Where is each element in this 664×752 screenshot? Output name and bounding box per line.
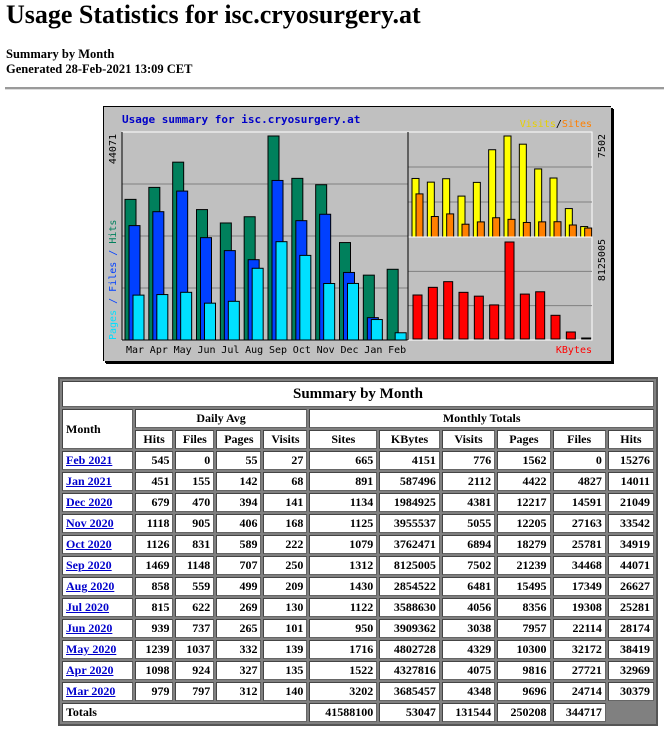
pages-bar — [348, 283, 359, 340]
month-link[interactable]: Apr 2020 — [66, 663, 114, 677]
value-cell-sites: 1079 — [309, 535, 377, 554]
value-cell-hits: 26627 — [608, 577, 654, 596]
month-tick-label: Aug — [245, 345, 264, 356]
table-row — [62, 598, 654, 617]
value-cell-kbytes: 4327816 — [379, 661, 440, 680]
value-cell-visits: 140 — [263, 682, 307, 701]
sites-bar — [493, 218, 500, 237]
value-cell-kbytes: 1984925 — [379, 493, 440, 512]
table-row — [62, 556, 654, 575]
value-cell-visits: 168 — [263, 514, 307, 533]
value-cell-hits: 15276 — [608, 451, 654, 470]
value-cell-visits: 209 — [263, 577, 307, 596]
value-cell-pages: 327 — [216, 661, 261, 680]
kbytes-bar — [520, 294, 529, 339]
value-cell-files: 155 — [175, 472, 214, 491]
value-cell-files: 17349 — [553, 577, 606, 596]
kbytes-label: KBytes — [555, 345, 592, 356]
table-row — [62, 640, 654, 659]
sites-bar — [447, 214, 454, 237]
value-cell-sites: 665 — [309, 451, 377, 470]
pages-bar — [276, 242, 287, 340]
column-header-files: Files — [175, 430, 214, 449]
value-cell-sites: 1122 — [309, 598, 377, 617]
value-cell-pages: 265 — [216, 619, 261, 638]
pages-bar — [228, 301, 239, 340]
value-cell-hits: 545 — [135, 451, 174, 470]
value-cell-files: 831 — [175, 535, 214, 554]
value-cell-pages: 12217 — [497, 493, 550, 512]
pages-bar — [324, 284, 335, 340]
month-cell — [62, 661, 133, 680]
month-tick-label: Sep — [268, 345, 288, 356]
value-cell-visits: 250 — [263, 556, 307, 575]
month-cell — [62, 493, 133, 512]
daily-avg-header: Daily Avg — [135, 409, 308, 428]
value-cell-visits: 6894 — [442, 535, 495, 554]
kbytes-bar — [474, 296, 483, 339]
value-cell-files: 470 — [175, 493, 214, 512]
value-cell-kbytes: 8125005 — [379, 556, 440, 575]
value-cell-hits: 1469 — [135, 556, 174, 575]
value-cell-pages: 312 — [216, 682, 261, 701]
value-cell-visits: 4381 — [442, 493, 495, 512]
value-cell-files: 0 — [553, 451, 606, 470]
month-link[interactable]: Dec 2020 — [66, 495, 113, 509]
value-cell-files: 0 — [175, 451, 214, 470]
value-cell-sites: 1716 — [309, 640, 377, 659]
value-cell-hits: 1239 — [135, 640, 174, 659]
column-header-pages: Pages — [497, 430, 550, 449]
legend-pages: Pages — [108, 309, 119, 340]
value-cell-hits: 1098 — [135, 661, 174, 680]
value-cell-visits: 7502 — [442, 556, 495, 575]
value-cell-files: 737 — [175, 619, 214, 638]
month-link[interactable]: Aug 2020 — [66, 579, 115, 593]
horizontal-rule — [5, 87, 664, 90]
value-cell-pages: 4422 — [497, 472, 550, 491]
month-tick-label: Mar — [125, 345, 145, 356]
value-cell-hits: 21049 — [608, 493, 654, 512]
value-cell-hits: 1126 — [135, 535, 174, 554]
value-cell-pages: 55 — [216, 451, 261, 470]
value-cell-visits: 141 — [263, 493, 307, 512]
legend-sites: Sites — [561, 119, 592, 130]
page-title: Usage Statistics for isc.cryosurgery.at — [6, 0, 421, 29]
value-cell-kbytes: 3685457 — [379, 682, 440, 701]
kbytes-bar — [413, 295, 422, 339]
value-cell-files: 22114 — [553, 619, 606, 638]
month-link[interactable]: May 2020 — [66, 642, 117, 656]
table-row — [62, 493, 654, 512]
value-cell-visits: 68 — [263, 472, 307, 491]
visits-max-label: 7502 — [597, 134, 608, 159]
value-cell-files: 797 — [175, 682, 214, 701]
sites-bar — [523, 222, 530, 237]
monthly-totals-header: Monthly Totals — [309, 409, 654, 428]
month-cell — [62, 451, 133, 470]
left-axis-legend — [108, 220, 119, 340]
value-cell-files: 1148 — [175, 556, 214, 575]
month-tick-label: Nov — [316, 345, 335, 356]
value-cell-kbytes: 587496 — [379, 472, 440, 491]
value-cell-kbytes: 3909362 — [379, 619, 440, 638]
value-cell-files: 27163 — [553, 514, 606, 533]
month-cell — [62, 514, 133, 533]
value-cell-visits: 3038 — [442, 619, 495, 638]
chart-canvas — [104, 107, 611, 361]
value-cell-visits: 6481 — [442, 577, 495, 596]
sites-bar — [416, 194, 423, 237]
month-tick-label: Jan — [364, 345, 383, 356]
month-link[interactable]: Jul 2020 — [66, 600, 110, 614]
value-cell-pages: 394 — [216, 493, 261, 512]
month-link[interactable]: Feb 2021 — [66, 453, 113, 467]
value-cell-pages: 15495 — [497, 577, 550, 596]
value-cell-pages: 7957 — [497, 619, 550, 638]
value-cell-pages: 1562 — [497, 451, 550, 470]
table-row — [62, 514, 654, 533]
value-cell-pages: 18279 — [497, 535, 550, 554]
value-cell-files: 1037 — [175, 640, 214, 659]
visits-sites-legend — [520, 119, 592, 130]
value-cell-pages: 406 — [216, 514, 261, 533]
value-cell-visits: 2112 — [442, 472, 495, 491]
kbytes-bar — [582, 338, 591, 339]
column-header-visits: Visits — [442, 430, 495, 449]
value-cell-hits: 25281 — [608, 598, 654, 617]
legend-sep1: / — [108, 291, 119, 310]
left-max-label: 44071 — [108, 134, 119, 165]
sites-bar — [462, 224, 469, 237]
legend-hits: Hits — [108, 219, 119, 244]
value-cell-hits: 28174 — [608, 619, 654, 638]
value-cell-sites: 1522 — [309, 661, 377, 680]
pages-bar — [300, 255, 311, 340]
kbytes-bar — [444, 282, 453, 339]
month-tick-label: Jun — [197, 345, 216, 356]
value-cell-pages: 8356 — [497, 598, 550, 617]
value-cell-hits: 33542 — [608, 514, 654, 533]
month-link[interactable]: Jan 2021 — [66, 474, 112, 488]
column-header-sites: Sites — [309, 430, 377, 449]
value-cell-visits: 4056 — [442, 598, 495, 617]
value-cell-pages: 269 — [216, 598, 261, 617]
month-link[interactable]: Mar 2020 — [66, 684, 116, 698]
page-subtitle: Summary by Month — [6, 47, 115, 61]
value-cell-kbytes: 3762471 — [379, 535, 440, 554]
month-cell — [62, 598, 133, 617]
pages-bar — [133, 295, 144, 340]
value-cell-sites: 1430 — [309, 577, 377, 596]
legend-visits: Visits — [519, 119, 556, 130]
totals-value: 131544 — [442, 703, 495, 722]
value-cell-files: 34468 — [553, 556, 606, 575]
value-cell-sites: 891 — [309, 472, 377, 491]
month-header: Month — [62, 409, 133, 449]
value-cell-kbytes: 3588630 — [379, 598, 440, 617]
value-cell-visits: 139 — [263, 640, 307, 659]
legend-sep: / — [555, 119, 562, 130]
month-link[interactable]: Nov 2020 — [66, 516, 114, 530]
totals-value: 53047 — [379, 703, 440, 722]
value-cell-visits: 101 — [263, 619, 307, 638]
value-cell-files: 622 — [175, 598, 214, 617]
column-header-kbytes: KBytes — [379, 430, 440, 449]
table-row — [62, 577, 654, 596]
pages-bar — [205, 303, 216, 340]
value-cell-pages: 142 — [216, 472, 261, 491]
value-cell-files: 14591 — [553, 493, 606, 512]
chart-title: Usage summary for isc.cryosurgery.at — [122, 113, 361, 126]
pages-bar — [157, 295, 168, 340]
value-cell-files: 559 — [175, 577, 214, 596]
value-cell-visits: 27 — [263, 451, 307, 470]
value-cell-pages: 12205 — [497, 514, 550, 533]
value-cell-files: 27721 — [553, 661, 606, 680]
value-cell-files: 25781 — [553, 535, 606, 554]
value-cell-hits: 1118 — [135, 514, 174, 533]
month-tick-label: Dec — [340, 345, 359, 356]
value-cell-sites: 3202 — [309, 682, 377, 701]
value-cell-files: 4827 — [553, 472, 606, 491]
kbytes-bar — [490, 305, 499, 339]
value-cell-pages: 9696 — [497, 682, 550, 701]
totals-label: Totals — [62, 703, 307, 722]
table-row — [62, 619, 654, 638]
value-cell-pages: 9816 — [497, 661, 550, 680]
totals-value: 41588100 — [309, 703, 377, 722]
kbytes-bar — [505, 242, 514, 339]
value-cell-files: 32172 — [553, 640, 606, 659]
column-header-hits: Hits — [135, 430, 174, 449]
month-tick-label: May — [173, 345, 192, 356]
hits-bar — [387, 269, 398, 340]
month-link[interactable]: Oct 2020 — [66, 537, 112, 551]
month-cell — [62, 619, 133, 638]
column-header-pages: Pages — [216, 430, 261, 449]
month-tick-label: Apr — [149, 345, 168, 356]
value-cell-visits: 4075 — [442, 661, 495, 680]
summary-table — [58, 377, 658, 726]
value-cell-hits: 32969 — [608, 661, 654, 680]
usage-summary-chart — [103, 106, 611, 361]
value-cell-visits: 5055 — [442, 514, 495, 533]
value-cell-files: 19308 — [553, 598, 606, 617]
month-cell — [62, 577, 133, 596]
legend-sep2: / — [108, 243, 119, 262]
value-cell-files: 24714 — [553, 682, 606, 701]
value-cell-files: 924 — [175, 661, 214, 680]
value-cell-kbytes: 4802728 — [379, 640, 440, 659]
month-link[interactable]: Jun 2020 — [66, 621, 113, 635]
sites-bar — [431, 217, 438, 237]
value-cell-hits: 815 — [135, 598, 174, 617]
kbytes-bar — [536, 292, 545, 339]
pages-bar — [252, 268, 263, 340]
generated-timestamp: Generated 28-Feb-2021 13:09 CET — [6, 62, 193, 76]
value-cell-pages: 589 — [216, 535, 261, 554]
value-cell-hits: 34919 — [608, 535, 654, 554]
month-cell — [62, 472, 133, 491]
value-cell-visits: 4329 — [442, 640, 495, 659]
kbytes-bar — [551, 315, 560, 339]
value-cell-hits: 858 — [135, 577, 174, 596]
kbytes-max-label: 8125005 — [597, 239, 608, 282]
table-row — [62, 535, 654, 554]
month-cell — [62, 682, 133, 701]
value-cell-hits: 979 — [135, 682, 174, 701]
totals-value: 344717 — [553, 703, 606, 722]
pages-bar — [181, 292, 192, 340]
value-cell-visits: 4348 — [442, 682, 495, 701]
month-cell — [62, 556, 133, 575]
value-cell-sites: 1125 — [309, 514, 377, 533]
table-row — [62, 661, 654, 680]
month-tick-label: Feb — [388, 345, 407, 356]
value-cell-kbytes: 3955537 — [379, 514, 440, 533]
totals-value: 250208 — [497, 703, 550, 722]
month-cell — [62, 640, 133, 659]
table-title: Summary by Month — [62, 381, 654, 407]
month-link[interactable]: Sep 2020 — [66, 558, 112, 572]
kbytes-bar — [459, 292, 468, 339]
value-cell-hits: 30379 — [608, 682, 654, 701]
value-cell-visits: 776 — [442, 451, 495, 470]
value-cell-hits: 679 — [135, 493, 174, 512]
sites-bar — [477, 222, 484, 237]
value-cell-hits: 44071 — [608, 556, 654, 575]
kbytes-bar — [428, 287, 437, 339]
value-cell-sites: 1134 — [309, 493, 377, 512]
value-cell-hits: 14011 — [608, 472, 654, 491]
value-cell-sites: 950 — [309, 619, 377, 638]
sites-bar — [508, 219, 515, 237]
value-cell-pages: 21239 — [497, 556, 550, 575]
value-cell-hits: 451 — [135, 472, 174, 491]
value-cell-kbytes: 2854522 — [379, 577, 440, 596]
value-cell-kbytes: 4151 — [379, 451, 440, 470]
table-row — [62, 451, 654, 470]
month-cell — [62, 535, 133, 554]
column-header-visits: Visits — [263, 430, 307, 449]
pages-bar — [395, 333, 406, 340]
value-cell-pages: 707 — [216, 556, 261, 575]
value-cell-pages: 499 — [216, 577, 261, 596]
value-cell-sites: 1312 — [309, 556, 377, 575]
month-tick-label: Jul — [221, 345, 240, 356]
column-header-hits: Hits — [608, 430, 654, 449]
value-cell-hits: 939 — [135, 619, 174, 638]
pages-bar — [371, 320, 382, 340]
sites-bar — [539, 222, 546, 237]
column-header-files: Files — [553, 430, 606, 449]
month-tick-label: Oct — [292, 345, 311, 356]
table-row — [62, 682, 654, 701]
value-cell-visits: 135 — [263, 661, 307, 680]
kbytes-bar — [566, 332, 575, 339]
value-cell-visits: 222 — [263, 535, 307, 554]
sites-bar — [585, 228, 592, 237]
value-cell-hits: 38419 — [608, 640, 654, 659]
value-cell-pages: 332 — [216, 640, 261, 659]
sites-bar — [554, 222, 561, 237]
value-cell-visits: 130 — [263, 598, 307, 617]
sites-bar — [569, 225, 576, 237]
table-row — [62, 472, 654, 491]
legend-files: Files — [108, 261, 119, 292]
value-cell-pages: 10300 — [497, 640, 550, 659]
value-cell-files: 905 — [175, 514, 214, 533]
